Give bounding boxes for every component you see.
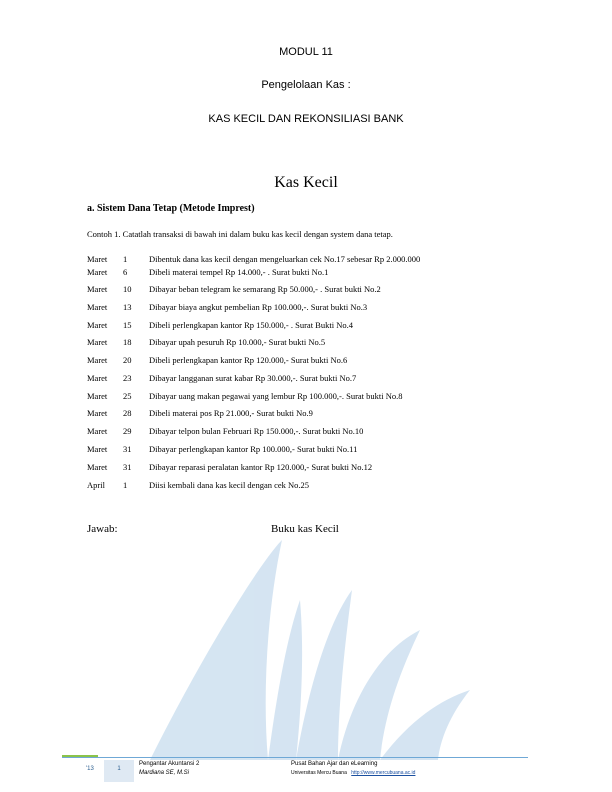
subsection-heading: a. Sistem Dana Tetap (Metode Imprest): [87, 203, 255, 214]
footer-university: Universitas Mercu Buana: [291, 770, 347, 776]
module-topic: Pengelolaan Kas :: [261, 79, 351, 91]
footer-author: Mardiana SE, M.Si: [139, 770, 190, 776]
answer-heading: Buku kas Kecil: [271, 523, 339, 535]
transaction-row: Maret 6 Dibeli materai tempel Rp 14.000,- . Surat bukti No.1: [87, 267, 329, 277]
transaction-row: Maret 13 Dibayar biaya angkut pembelian Rp 100.000,-. Surat bukti No.3: [87, 302, 368, 312]
transaction-row: Maret 20 Dibeli perlengkapan kantor Rp 120.000,- Surat bukti No.6: [87, 355, 348, 365]
transaction-row: Maret 1 Dibentuk dana kas kecil dengan mengeluarkan cek No.17 sebesar Rp 2.000.000: [87, 254, 421, 264]
transaction-row: Maret 25 Dibayar uang makan pegawai yang lembur Rp 100.000,-. Surat bukti No.8: [87, 391, 403, 401]
footer-divider: [62, 757, 528, 758]
transaction-row: Maret 31 Dibayar reparasi peralatan kantor Rp 120.000,- Surat bukti No.12: [87, 462, 373, 472]
footer-course: Pengantar Akuntansi 2: [139, 761, 200, 767]
module-number: MODUL 11: [279, 46, 333, 58]
footer-code: '13: [86, 766, 94, 772]
transaction-row: April 1 Diisi kembali dana kas kecil dengan cek No.25: [87, 480, 310, 490]
answer-label: Jawab:: [87, 523, 118, 535]
transaction-row: Maret 28 Dibeli materai pos Rp 21.000,- Surat bukti No.9: [87, 408, 313, 418]
footer-url-link[interactable]: http://www.mercubuana.ac.id: [351, 770, 416, 776]
section-title: Kas Kecil: [274, 174, 338, 191]
transaction-row: Maret 10 Dibayar beban telegram ke semarang Rp 50.000,- . Surat bukti No.2: [87, 284, 381, 294]
transaction-row: Maret 15 Dibeli perlengkapan kantor Rp 150.000,- . Surat Bukti No.4: [87, 320, 353, 330]
footer-center-sub: [291, 770, 415, 776]
footer-center-title: Pusat Bahan Ajar dan eLearning: [291, 761, 378, 767]
transaction-row: Maret 29 Dibayar telpon bulan Februari Rp 150.000,-. Surat bukti No.10: [87, 426, 364, 436]
example-instruction: Contoh 1. Catatlah transaksi di bawah ini dalam buku kas kecil dengan system dana tetap.: [87, 229, 393, 239]
module-subtitle: KAS KECIL DAN REKONSILIASI BANK: [208, 113, 404, 125]
transaction-row: Maret 31 Dibayar perlengkapan kantor Rp 100.000,- Surat bukti No.11: [87, 444, 358, 454]
transaction-row: Maret 23 Dibayar langganan surat kabar Rp 30.000,-. Surat bukti No.7: [87, 373, 357, 383]
page-number: 1: [117, 766, 121, 772]
transaction-row: Maret 18 Dibayar upah pesuruh Rp 10.000,- Surat bukti No.5: [87, 337, 326, 347]
